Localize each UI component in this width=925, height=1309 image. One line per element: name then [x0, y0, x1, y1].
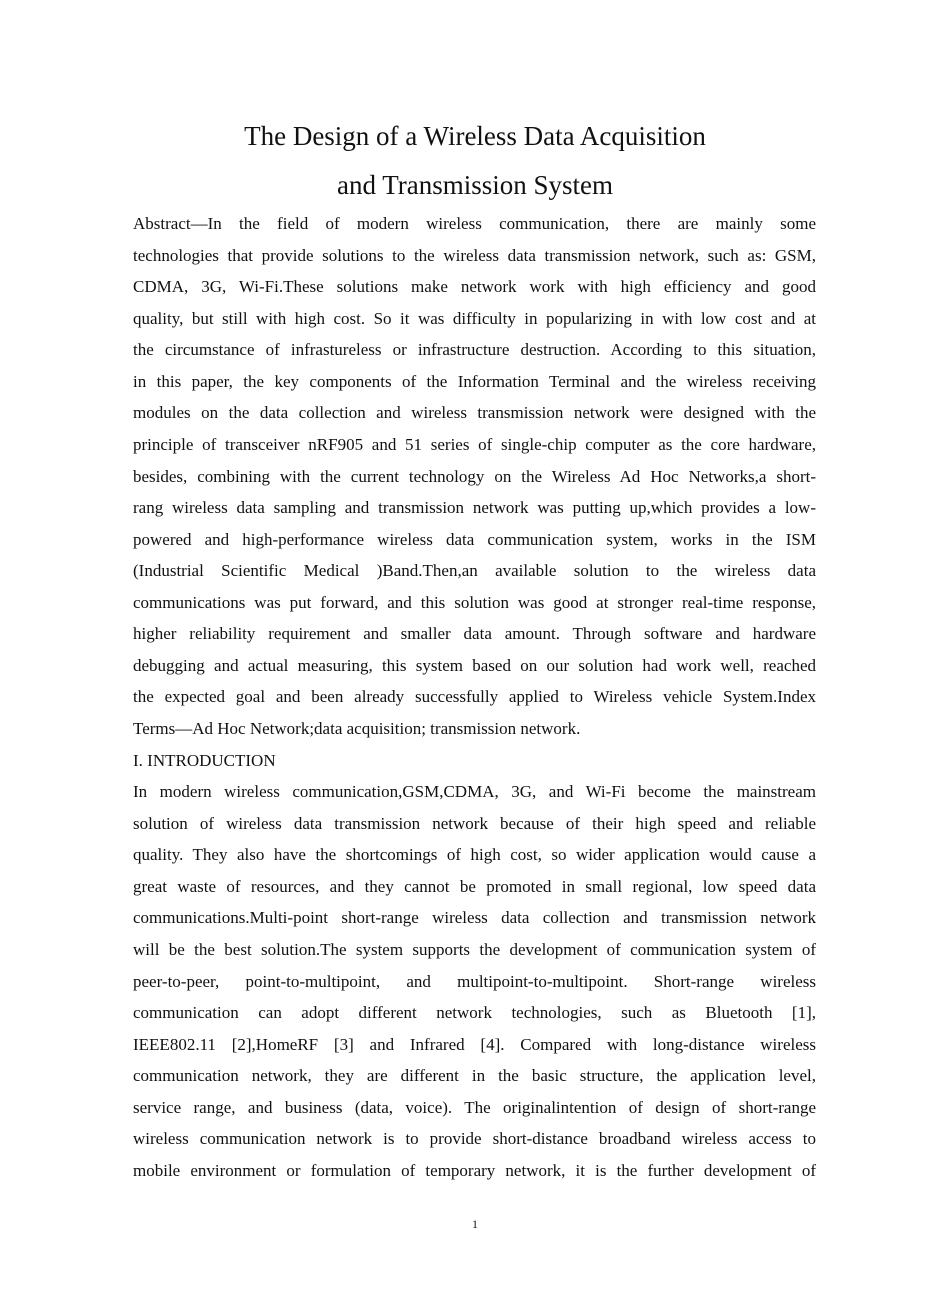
text-line: wireless communication network is to provide short-distance broadband wireless access to [133, 1129, 816, 1149]
text-line: communications was put forward, and this solution was good at stronger real-time response, [133, 592, 816, 612]
text-line: mobile environment or formulation of temporary network, it is the further development of [133, 1160, 816, 1180]
text-line: rang wireless data sampling and transmission network was putting up,which provides a low- [133, 498, 816, 518]
paper-title-line-1: The Design of a Wireless Data Acquisition [244, 121, 706, 151]
text-line: higher reliability requirement and smaller data amount. Through software and hardware [133, 624, 816, 644]
text-line: powered and high-performance wireless data communication system, works in the ISM [133, 529, 816, 549]
text-line: communication can adopt different network technologies, such as Bluetooth [1], [133, 1003, 816, 1023]
text-line: Abstract—In the field of modern wireless communication, there are mainly some [133, 214, 816, 233]
body-text [133, 212, 816, 1190]
text-line: communication network, they are different in the basic structure, the application level, [133, 1066, 816, 1086]
text-line: Terms—Ad Hoc Network;data acquisition; transmission network. [133, 719, 581, 738]
text-line: peer-to-peer, point-to-multipoint, and multipoint-to-multipoint. Short-range wireless [133, 971, 816, 991]
text-line: besides, combining with the current technology on the Wireless Ad Hoc Networks,a short- [133, 466, 816, 486]
text-line: debugging and actual measuring, this system based on our solution had work well, reached [133, 655, 816, 675]
text-line: principle of transceiver nRF905 and 51 series of single-chip computer as the core hardware, [133, 434, 816, 454]
text-line: technologies that provide solutions to the wireless data transmission network, such as: GSM, [133, 245, 816, 265]
text-line: will be the best solution.The system supports the development of communication system of [133, 939, 816, 959]
text-line: CDMA, 3G, Wi-Fi.These solutions make network work with high efficiency and good [133, 277, 816, 297]
text-line: modules on the data collection and wireless transmission network were designed with the [133, 403, 816, 423]
page-number: 1 [472, 1217, 478, 1231]
text-line: communications.Multi-point short-range wireless data collection and transmission network [133, 908, 816, 928]
text-line: quality. They also have the shortcomings of high cost, so wider application would cause a [133, 845, 816, 865]
text-line: quality, but still with high cost. So it was difficulty in popularizing in with low cost and at [133, 308, 816, 328]
text-line: the expected goal and been already successfully applied to Wireless vehicle System.Index [133, 687, 816, 707]
text-line: service range, and business (data, voice). The originalintention of design of short-range [133, 1097, 816, 1117]
text-line: in this paper, the key components of the Information Terminal and the wireless receiving [133, 371, 816, 391]
text-line: (Industrial Scientific Medical )Band.Then,an available solution to the wireless data [133, 561, 816, 581]
text-line: the circumstance of infrastureless or infrastructure destruction. According to this situation, [133, 340, 816, 360]
text-line: IEEE802.11 [2],HomeRF [3] and Infrared [4]. Compared with long-distance wireless [133, 1034, 816, 1054]
text-line: solution of wireless data transmission network because of their high speed and reliable [133, 813, 816, 833]
text-line: In modern wireless communication,GSM,CDMA, 3G, and Wi-Fi become the mainstream [133, 782, 816, 802]
text-line: great waste of resources, and they cannot be promoted in small regional, low speed data [133, 876, 816, 896]
paper-title-line-2: and Transmission System [336, 170, 614, 200]
section-heading: I. INTRODUCTION [133, 750, 276, 770]
